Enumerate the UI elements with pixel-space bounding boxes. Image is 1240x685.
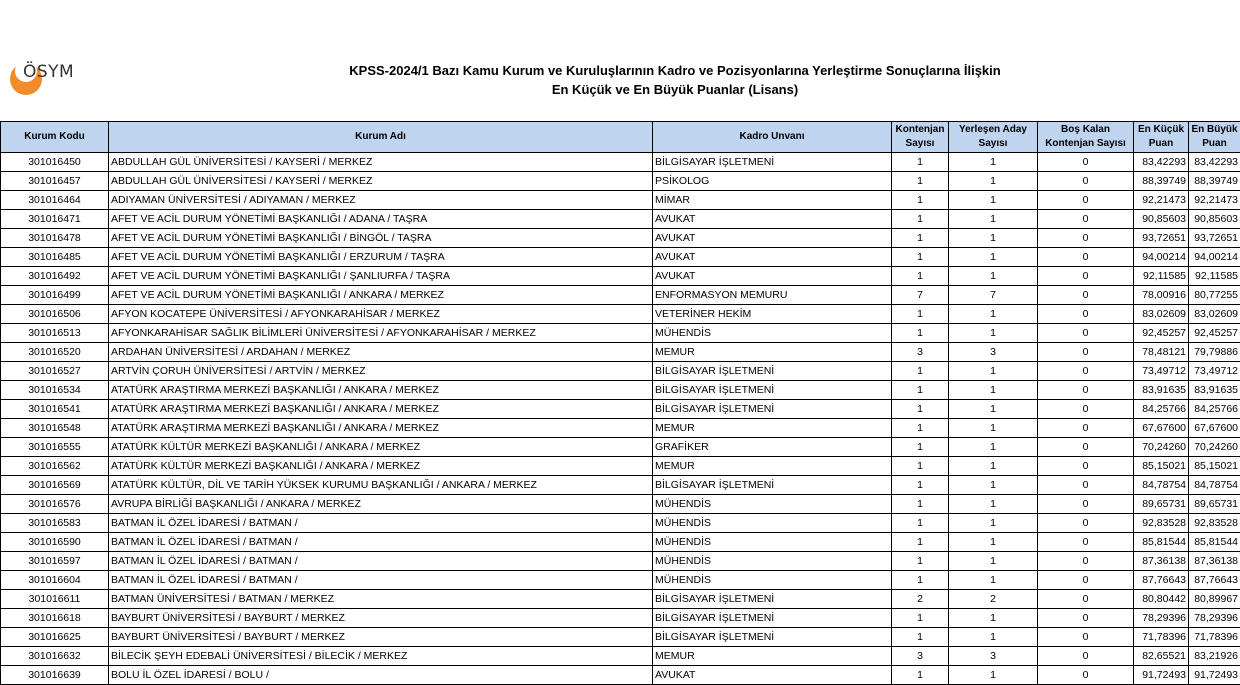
- cell-en-kucuk: 92,21473: [1134, 191, 1189, 210]
- cell-bos-kalan: 0: [1038, 324, 1134, 343]
- cell-en-buyuk: 93,72651: [1189, 229, 1240, 248]
- table-row: [1, 457, 1240, 476]
- table-row: [1, 419, 1240, 438]
- cell-bos-kalan: 0: [1038, 495, 1134, 514]
- cell-bos-kalan: 0: [1038, 343, 1134, 362]
- cell-en-kucuk: 67,67600: [1134, 419, 1189, 438]
- cell-kadro-unvani: PSİKOLOG: [653, 172, 892, 191]
- header-bos-kalan: Boş Kalan Kontenjan Sayısı: [1038, 122, 1134, 153]
- cell-kadro-unvani: MEMUR: [653, 343, 892, 362]
- table-row: [1, 172, 1240, 191]
- cell-en-buyuk: 85,81544: [1189, 533, 1240, 552]
- cell-en-kucuk: 92,11585: [1134, 267, 1189, 286]
- cell-kurum-kodu: 301016562: [1, 457, 109, 476]
- logo-text: ÖSYM: [23, 62, 75, 82]
- table-row: [1, 229, 1240, 248]
- cell-bos-kalan: 0: [1038, 172, 1134, 191]
- cell-en-buyuk: 80,89967: [1189, 590, 1240, 609]
- cell-kadro-unvani: BİLGİSAYAR İŞLETMENİ: [653, 590, 892, 609]
- cell-kadro-unvani: BİLGİSAYAR İŞLETMENİ: [653, 628, 892, 647]
- cell-bos-kalan: 0: [1038, 609, 1134, 628]
- cell-en-kucuk: 91,72493: [1134, 666, 1189, 685]
- cell-kurum-kodu: 301016604: [1, 571, 109, 590]
- cell-kontenjan: 1: [892, 172, 949, 191]
- cell-yerlesen: 1: [949, 172, 1038, 191]
- cell-yerlesen: 3: [949, 343, 1038, 362]
- cell-kurum-adi: ATATÜRK KÜLTÜR, DİL VE TARİH YÜKSEK KURUMU BAŞKANLIĞI / ANKARA / MERKEZ: [109, 476, 653, 495]
- cell-en-buyuk: 92,11585: [1189, 267, 1240, 286]
- table-row: [1, 191, 1240, 210]
- cell-yerlesen: 2: [949, 590, 1038, 609]
- cell-kontenjan: 2: [892, 590, 949, 609]
- cell-kontenjan: 1: [892, 495, 949, 514]
- cell-yerlesen: 1: [949, 324, 1038, 343]
- cell-bos-kalan: 0: [1038, 229, 1134, 248]
- cell-bos-kalan: 0: [1038, 267, 1134, 286]
- cell-kurum-kodu: 301016618: [1, 609, 109, 628]
- cell-bos-kalan: 0: [1038, 305, 1134, 324]
- cell-kontenjan: 1: [892, 210, 949, 229]
- cell-en-buyuk: 78,29396: [1189, 609, 1240, 628]
- cell-kurum-kodu: 301016534: [1, 381, 109, 400]
- cell-kadro-unvani: MİMAR: [653, 191, 892, 210]
- cell-en-buyuk: 90,85603: [1189, 210, 1240, 229]
- table-row: [1, 533, 1240, 552]
- cell-en-buyuk: 67,67600: [1189, 419, 1240, 438]
- cell-kadro-unvani: GRAFİKER: [653, 438, 892, 457]
- header-yerlesen: Yerleşen Aday Sayısı: [949, 122, 1038, 153]
- cell-kurum-kodu: 301016457: [1, 172, 109, 191]
- cell-kontenjan: 7: [892, 286, 949, 305]
- header-kontenjan: Kontenjan Sayısı: [892, 122, 949, 153]
- cell-bos-kalan: 0: [1038, 647, 1134, 666]
- cell-en-buyuk: 83,42293: [1189, 153, 1240, 172]
- cell-en-buyuk: 83,21926: [1189, 647, 1240, 666]
- cell-bos-kalan: 0: [1038, 514, 1134, 533]
- cell-en-buyuk: 85,15021: [1189, 457, 1240, 476]
- cell-kurum-adi: ATATÜRK ARAŞTIRMA MERKEZİ BAŞKANLIĞI / ANKARA / MERKEZ: [109, 381, 653, 400]
- cell-kontenjan: 1: [892, 514, 949, 533]
- cell-yerlesen: 1: [949, 248, 1038, 267]
- header-en-buyuk: En Büyük Puan: [1189, 122, 1240, 153]
- cell-kadro-unvani: BİLGİSAYAR İŞLETMENİ: [653, 362, 892, 381]
- table-row: [1, 476, 1240, 495]
- cell-kontenjan: 1: [892, 248, 949, 267]
- table-row: [1, 552, 1240, 571]
- cell-kurum-kodu: 301016597: [1, 552, 109, 571]
- cell-en-kucuk: 87,36138: [1134, 552, 1189, 571]
- cell-kurum-kodu: 301016527: [1, 362, 109, 381]
- cell-bos-kalan: 0: [1038, 666, 1134, 685]
- cell-kurum-adi: ATATÜRK KÜLTÜR MERKEZİ BAŞKANLIĞI / ANKARA / MERKEZ: [109, 457, 653, 476]
- cell-yerlesen: 7: [949, 286, 1038, 305]
- cell-en-buyuk: 92,21473: [1189, 191, 1240, 210]
- cell-en-kucuk: 88,39749: [1134, 172, 1189, 191]
- cell-yerlesen: 1: [949, 533, 1038, 552]
- cell-kurum-kodu: 301016464: [1, 191, 109, 210]
- cell-yerlesen: 1: [949, 400, 1038, 419]
- cell-kurum-kodu: 301016625: [1, 628, 109, 647]
- cell-kurum-kodu: 301016513: [1, 324, 109, 343]
- cell-kurum-adi: AFET VE ACİL DURUM YÖNETİMİ BAŞKANLIĞI / BİNGÖL / TAŞRA: [109, 229, 653, 248]
- cell-en-buyuk: 91,72493: [1189, 666, 1240, 685]
- cell-en-kucuk: 85,81544: [1134, 533, 1189, 552]
- cell-kurum-adi: AVRUPA BİRLİĞİ BAŞKANLIĞI / ANKARA / MERKEZ: [109, 495, 653, 514]
- table-row: [1, 666, 1240, 685]
- cell-kurum-adi: BAYBURT ÜNİVERSİTESİ / BAYBURT / MERKEZ: [109, 628, 653, 647]
- cell-kurum-adi: BAYBURT ÜNİVERSİTESİ / BAYBURT / MERKEZ: [109, 609, 653, 628]
- table-row: [1, 286, 1240, 305]
- cell-kurum-kodu: 301016492: [1, 267, 109, 286]
- results-table: [0, 121, 1240, 685]
- cell-en-kucuk: 78,29396: [1134, 609, 1189, 628]
- cell-kadro-unvani: BİLGİSAYAR İŞLETMENİ: [653, 153, 892, 172]
- cell-en-buyuk: 88,39749: [1189, 172, 1240, 191]
- cell-kurum-adi: ATATÜRK ARAŞTIRMA MERKEZİ BAŞKANLIĞI / ANKARA / MERKEZ: [109, 419, 653, 438]
- cell-en-kucuk: 82,65521: [1134, 647, 1189, 666]
- table-row: [1, 571, 1240, 590]
- cell-yerlesen: 1: [949, 457, 1038, 476]
- cell-yerlesen: 1: [949, 438, 1038, 457]
- cell-kurum-kodu: 301016639: [1, 666, 109, 685]
- cell-en-buyuk: 92,45257: [1189, 324, 1240, 343]
- cell-en-kucuk: 73,49712: [1134, 362, 1189, 381]
- table-row: [1, 381, 1240, 400]
- cell-en-buyuk: 84,25766: [1189, 400, 1240, 419]
- table-row: [1, 495, 1240, 514]
- table-row: [1, 647, 1240, 666]
- table-row: [1, 400, 1240, 419]
- cell-kurum-adi: BATMAN ÜNİVERSİTESİ / BATMAN / MERKEZ: [109, 590, 653, 609]
- cell-kurum-adi: AFYONKARAHİSAR SAĞLIK BİLİMLERİ ÜNİVERSİTESİ / AFYONKARAHİSAR / MERKEZ: [109, 324, 653, 343]
- header-kurum-kodu: Kurum Kodu: [1, 122, 109, 153]
- cell-en-kucuk: 90,85603: [1134, 210, 1189, 229]
- cell-yerlesen: 3: [949, 647, 1038, 666]
- cell-kontenjan: 1: [892, 438, 949, 457]
- cell-en-buyuk: 79,79886: [1189, 343, 1240, 362]
- cell-bos-kalan: 0: [1038, 419, 1134, 438]
- table-row: [1, 210, 1240, 229]
- cell-kurum-adi: ARDAHAN ÜNİVERSİTESİ / ARDAHAN / MERKEZ: [109, 343, 653, 362]
- table-row: [1, 343, 1240, 362]
- cell-kadro-unvani: VETERİNER HEKİM: [653, 305, 892, 324]
- cell-bos-kalan: 0: [1038, 210, 1134, 229]
- table-row: [1, 362, 1240, 381]
- cell-kurum-kodu: 301016478: [1, 229, 109, 248]
- table-row: [1, 590, 1240, 609]
- cell-kurum-adi: BATMAN İL ÖZEL İDARESİ / BATMAN /: [109, 552, 653, 571]
- cell-yerlesen: 1: [949, 191, 1038, 210]
- cell-en-buyuk: 73,49712: [1189, 362, 1240, 381]
- cell-en-kucuk: 78,48121: [1134, 343, 1189, 362]
- header-kurum-adi: Kurum Adı: [109, 122, 653, 153]
- cell-kadro-unvani: AVUKAT: [653, 248, 892, 267]
- cell-kontenjan: 1: [892, 571, 949, 590]
- header-row: [1, 122, 1240, 153]
- cell-en-buyuk: 70,24260: [1189, 438, 1240, 457]
- table-row: [1, 267, 1240, 286]
- cell-en-kucuk: 80,80442: [1134, 590, 1189, 609]
- cell-kurum-adi: ABDULLAH GÜL ÜNİVERSİTESİ / KAYSERİ / MERKEZ: [109, 153, 653, 172]
- cell-kurum-kodu: 301016576: [1, 495, 109, 514]
- cell-kurum-kodu: 301016569: [1, 476, 109, 495]
- cell-kurum-kodu: 301016471: [1, 210, 109, 229]
- document-subtitle: En Küçük ve En Büyük Puanlar (Lisans): [551, 82, 799, 97]
- cell-en-kucuk: 92,45257: [1134, 324, 1189, 343]
- cell-kurum-adi: AFET VE ACİL DURUM YÖNETİMİ BAŞKANLIĞI / ŞANLIURFA / TAŞRA: [109, 267, 653, 286]
- cell-kurum-kodu: 301016506: [1, 305, 109, 324]
- cell-en-kucuk: 83,02609: [1134, 305, 1189, 324]
- cell-en-kucuk: 93,72651: [1134, 229, 1189, 248]
- cell-en-kucuk: 78,00916: [1134, 286, 1189, 305]
- cell-en-buyuk: 92,83528: [1189, 514, 1240, 533]
- cell-en-kucuk: 84,25766: [1134, 400, 1189, 419]
- cell-kadro-unvani: MEMUR: [653, 647, 892, 666]
- cell-kontenjan: 3: [892, 647, 949, 666]
- cell-yerlesen: 1: [949, 552, 1038, 571]
- cell-yerlesen: 1: [949, 153, 1038, 172]
- cell-kurum-adi: AFET VE ACİL DURUM YÖNETİMİ BAŞKANLIĞI / ADANA / TAŞRA: [109, 210, 653, 229]
- cell-kadro-unvani: AVUKAT: [653, 210, 892, 229]
- cell-kadro-unvani: ENFORMASYON MEMURU: [653, 286, 892, 305]
- cell-kadro-unvani: MEMUR: [653, 419, 892, 438]
- cell-kontenjan: 1: [892, 609, 949, 628]
- cell-en-kucuk: 83,91635: [1134, 381, 1189, 400]
- cell-kurum-adi: ADIYAMAN ÜNİVERSİTESİ / ADIYAMAN / MERKEZ: [109, 191, 653, 210]
- cell-bos-kalan: 0: [1038, 457, 1134, 476]
- cell-yerlesen: 1: [949, 609, 1038, 628]
- cell-kurum-kodu: 301016555: [1, 438, 109, 457]
- cell-kurum-adi: ARTVİN ÇORUH ÜNİVERSİTESİ / ARTVİN / MERKEZ: [109, 362, 653, 381]
- cell-bos-kalan: 0: [1038, 628, 1134, 647]
- cell-en-kucuk: 71,78396: [1134, 628, 1189, 647]
- cell-kadro-unvani: BİLGİSAYAR İŞLETMENİ: [653, 381, 892, 400]
- table-row: [1, 248, 1240, 267]
- cell-kontenjan: 1: [892, 362, 949, 381]
- cell-kontenjan: 1: [892, 191, 949, 210]
- cell-kadro-unvani: AVUKAT: [653, 229, 892, 248]
- table-row: [1, 438, 1240, 457]
- cell-yerlesen: 1: [949, 305, 1038, 324]
- cell-kadro-unvani: MÜHENDİS: [653, 495, 892, 514]
- cell-kontenjan: 1: [892, 305, 949, 324]
- cell-bos-kalan: 0: [1038, 533, 1134, 552]
- cell-kontenjan: 1: [892, 419, 949, 438]
- cell-en-kucuk: 70,24260: [1134, 438, 1189, 457]
- cell-en-kucuk: 92,83528: [1134, 514, 1189, 533]
- cell-kadro-unvani: MÜHENDİS: [653, 533, 892, 552]
- header-en-kucuk: En Küçük Puan: [1134, 122, 1189, 153]
- cell-en-buyuk: 83,91635: [1189, 381, 1240, 400]
- cell-kontenjan: 1: [892, 666, 949, 685]
- cell-kurum-kodu: 301016590: [1, 533, 109, 552]
- cell-yerlesen: 1: [949, 267, 1038, 286]
- cell-yerlesen: 1: [949, 229, 1038, 248]
- cell-kontenjan: 1: [892, 267, 949, 286]
- cell-kurum-kodu: 301016541: [1, 400, 109, 419]
- cell-bos-kalan: 0: [1038, 286, 1134, 305]
- table-row: [1, 305, 1240, 324]
- cell-kontenjan: 1: [892, 476, 949, 495]
- cell-kurum-kodu: 301016485: [1, 248, 109, 267]
- cell-bos-kalan: 0: [1038, 191, 1134, 210]
- cell-yerlesen: 1: [949, 495, 1038, 514]
- cell-kadro-unvani: MÜHENDİS: [653, 571, 892, 590]
- cell-bos-kalan: 0: [1038, 153, 1134, 172]
- cell-kadro-unvani: BİLGİSAYAR İŞLETMENİ: [653, 400, 892, 419]
- cell-kadro-unvani: MÜHENDİS: [653, 552, 892, 571]
- cell-kurum-adi: BOLU İL ÖZEL İDARESİ / BOLU /: [109, 666, 653, 685]
- cell-kurum-kodu: 301016583: [1, 514, 109, 533]
- cell-kontenjan: 1: [892, 229, 949, 248]
- cell-kurum-kodu: 301016520: [1, 343, 109, 362]
- cell-kontenjan: 1: [892, 552, 949, 571]
- cell-kurum-adi: BATMAN İL ÖZEL İDARESİ / BATMAN /: [109, 533, 653, 552]
- cell-kontenjan: 1: [892, 381, 949, 400]
- cell-kurum-kodu: 301016611: [1, 590, 109, 609]
- cell-kadro-unvani: MÜHENDİS: [653, 324, 892, 343]
- cell-en-buyuk: 89,65731: [1189, 495, 1240, 514]
- cell-yerlesen: 1: [949, 362, 1038, 381]
- cell-kurum-adi: AFYON KOCATEPE ÜNİVERSİTESİ / AFYONKARAHİSAR / MERKEZ: [109, 305, 653, 324]
- cell-kurum-kodu: 301016450: [1, 153, 109, 172]
- cell-bos-kalan: 0: [1038, 476, 1134, 495]
- cell-yerlesen: 1: [949, 419, 1038, 438]
- table-row: [1, 514, 1240, 533]
- cell-kurum-adi: ATATÜRK ARAŞTIRMA MERKEZİ BAŞKANLIĞI / ANKARA / MERKEZ: [109, 400, 653, 419]
- cell-yerlesen: 1: [949, 571, 1038, 590]
- cell-bos-kalan: 0: [1038, 571, 1134, 590]
- cell-bos-kalan: 0: [1038, 400, 1134, 419]
- cell-en-kucuk: 85,15021: [1134, 457, 1189, 476]
- cell-kadro-unvani: MÜHENDİS: [653, 514, 892, 533]
- cell-yerlesen: 1: [949, 666, 1038, 685]
- cell-yerlesen: 1: [949, 514, 1038, 533]
- cell-kadro-unvani: AVUKAT: [653, 267, 892, 286]
- table-row: [1, 324, 1240, 343]
- table-row: [1, 609, 1240, 628]
- cell-kurum-kodu: 301016548: [1, 419, 109, 438]
- cell-kurum-adi: ABDULLAH GÜL ÜNİVERSİTESİ / KAYSERİ / MERKEZ: [109, 172, 653, 191]
- cell-en-kucuk: 94,00214: [1134, 248, 1189, 267]
- document-title: KPSS-2024/1 Bazı Kamu Kurum ve Kuruluşlarının Kadro ve Pozisyonlarına Yerleştirme Sonuçlarına İlişkin: [349, 63, 1001, 78]
- cell-bos-kalan: 0: [1038, 248, 1134, 267]
- cell-bos-kalan: 0: [1038, 381, 1134, 400]
- cell-bos-kalan: 0: [1038, 362, 1134, 381]
- cell-kurum-adi: AFET VE ACİL DURUM YÖNETİMİ BAŞKANLIĞI / ANKARA / MERKEZ: [109, 286, 653, 305]
- cell-kontenjan: 1: [892, 628, 949, 647]
- cell-kurum-adi: AFET VE ACİL DURUM YÖNETİMİ BAŞKANLIĞI / ERZURUM / TAŞRA: [109, 248, 653, 267]
- cell-en-buyuk: 80,77255: [1189, 286, 1240, 305]
- cell-en-buyuk: 87,76643: [1189, 571, 1240, 590]
- cell-kadro-unvani: MEMUR: [653, 457, 892, 476]
- cell-kurum-kodu: 301016499: [1, 286, 109, 305]
- cell-en-buyuk: 94,00214: [1189, 248, 1240, 267]
- cell-kontenjan: 1: [892, 153, 949, 172]
- cell-kontenjan: 3: [892, 343, 949, 362]
- table-row: [1, 628, 1240, 647]
- cell-kurum-adi: BATMAN İL ÖZEL İDARESİ / BATMAN /: [109, 571, 653, 590]
- cell-en-kucuk: 89,65731: [1134, 495, 1189, 514]
- cell-kontenjan: 1: [892, 400, 949, 419]
- cell-kurum-adi: BATMAN İL ÖZEL İDARESİ / BATMAN /: [109, 514, 653, 533]
- cell-en-kucuk: 87,76643: [1134, 571, 1189, 590]
- cell-kontenjan: 1: [892, 457, 949, 476]
- cell-bos-kalan: 0: [1038, 552, 1134, 571]
- cell-kontenjan: 1: [892, 324, 949, 343]
- cell-bos-kalan: 0: [1038, 590, 1134, 609]
- cell-kurum-adi: ATATÜRK KÜLTÜR MERKEZİ BAŞKANLIĞI / ANKARA / MERKEZ: [109, 438, 653, 457]
- cell-kadro-unvani: AVUKAT: [653, 666, 892, 685]
- cell-bos-kalan: 0: [1038, 438, 1134, 457]
- cell-kadro-unvani: BİLGİSAYAR İŞLETMENİ: [653, 609, 892, 628]
- cell-en-buyuk: 87,36138: [1189, 552, 1240, 571]
- cell-kadro-unvani: BİLGİSAYAR İŞLETMENİ: [653, 476, 892, 495]
- cell-kontenjan: 1: [892, 533, 949, 552]
- cell-yerlesen: 1: [949, 381, 1038, 400]
- cell-en-buyuk: 84,78754: [1189, 476, 1240, 495]
- cell-yerlesen: 1: [949, 628, 1038, 647]
- cell-en-buyuk: 83,02609: [1189, 305, 1240, 324]
- cell-en-kucuk: 84,78754: [1134, 476, 1189, 495]
- header-kadro-unvani: Kadro Unvanı: [653, 122, 892, 153]
- cell-en-buyuk: 71,78396: [1189, 628, 1240, 647]
- cell-en-kucuk: 83,42293: [1134, 153, 1189, 172]
- table-row: [1, 153, 1240, 172]
- cell-yerlesen: 1: [949, 210, 1038, 229]
- cell-kurum-kodu: 301016632: [1, 647, 109, 666]
- cell-yerlesen: 1: [949, 476, 1038, 495]
- cell-kurum-adi: BİLECİK ŞEYH EDEBALİ ÜNİVERSİTESİ / BİLECİK / MERKEZ: [109, 647, 653, 666]
